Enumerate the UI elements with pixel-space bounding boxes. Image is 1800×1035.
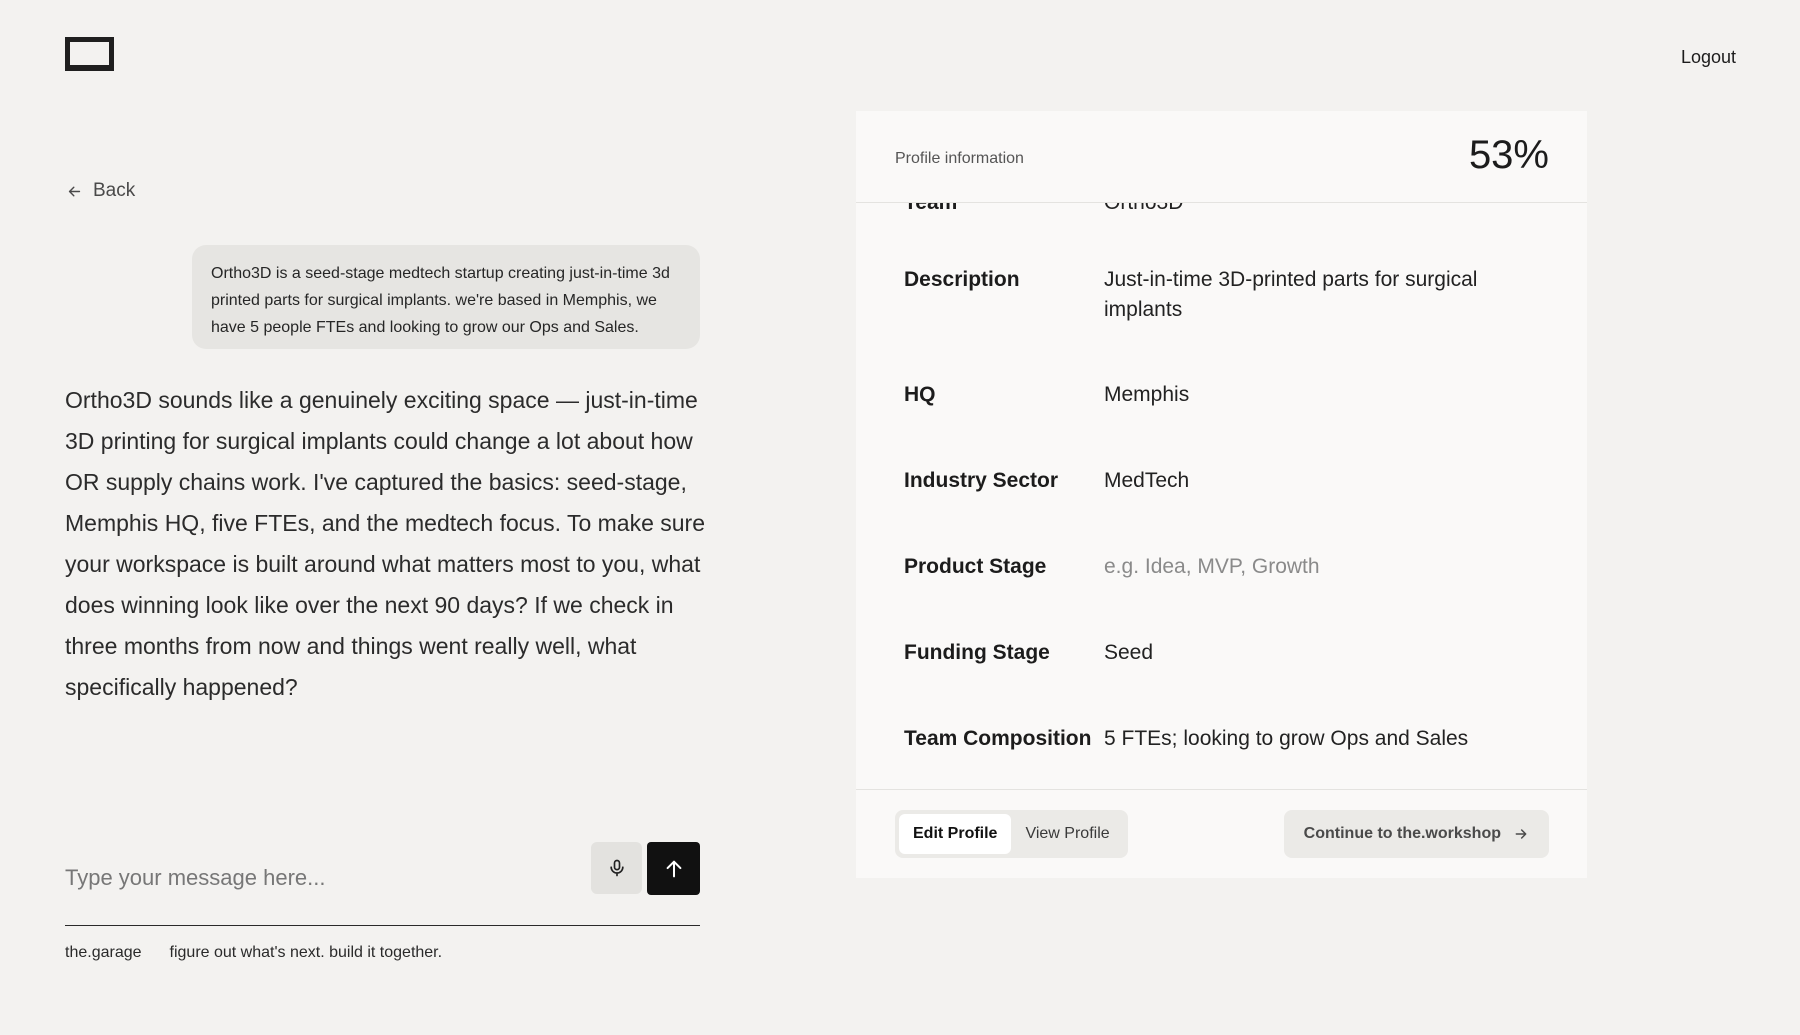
profile-completion: 53% [1468, 133, 1549, 177]
field-label: Description [904, 268, 1020, 291]
message-input[interactable] [65, 858, 585, 898]
field-label: Product Stage [904, 555, 1047, 578]
field-value: MedTech [1104, 469, 1190, 492]
arrow-right-icon [1513, 826, 1529, 842]
profile-title: Profile information [895, 150, 1024, 167]
profile-card [856, 111, 1587, 878]
message-composer [65, 842, 700, 926]
field-label: HQ [904, 383, 936, 406]
tab-view-profile[interactable]: View Profile [1025, 825, 1110, 842]
field-value: Just-in-time 3D-printed parts for surgical implants [1104, 268, 1478, 321]
footer-tagline: figure out what's next. build it together. [169, 944, 443, 961]
profile-card-header [856, 111, 1587, 203]
send-button[interactable] [647, 842, 700, 895]
field-placeholder: e.g. Idea, MVP, Growth [1104, 555, 1320, 578]
field-value: Seed [1104, 641, 1154, 664]
arrow-left-icon [66, 183, 83, 200]
user-message-bubble: Ortho3D is a seed-stage medtech startup creating just-in-time 3d printed parts for surgical implants. we're based in Memphis, we have 5 people FTEs and looking to grow our Ops and Sales. [192, 245, 700, 349]
microphone-icon [607, 857, 627, 879]
field-value: Memphis [1104, 383, 1190, 406]
assistant-message: Ortho3D sounds like a genuinely exciting space — just-in-time 3D printing for surgical implants could change a lot about how OR supply chains work. I've captured the basics: seed-stage, Memphis HQ, five FTEs, and the medtech focus. To make sure your workspace is built around what matters most to you, what does winning look like over the next 90 days? If we check in three months from now and things went really well, what specifically happened? [65, 387, 706, 700]
footer-brand: the.garage [65, 944, 142, 961]
field-label: Team Composition [904, 727, 1092, 750]
continue-label: Continue to the.workshop [1303, 825, 1501, 842]
footer [65, 944, 442, 962]
logo-icon[interactable] [65, 37, 114, 71]
field-label: Funding Stage [904, 641, 1050, 664]
back-link[interactable] [66, 180, 135, 202]
tab-edit-profile[interactable]: Edit Profile [899, 814, 1011, 854]
profile-fields[interactable] [856, 203, 1587, 789]
profile-mode-toggle [895, 810, 1128, 858]
field-value: 5 FTEs; looking to grow Ops and Sales [1104, 727, 1469, 750]
logout-link[interactable]: Logout [1680, 47, 1736, 67]
back-label: Back [93, 180, 136, 201]
microphone-button[interactable] [591, 842, 642, 894]
field-label: Industry Sector [904, 469, 1059, 492]
profile-card-footer [856, 789, 1587, 878]
continue-button[interactable] [1284, 810, 1549, 858]
arrow-up-icon [663, 858, 685, 880]
